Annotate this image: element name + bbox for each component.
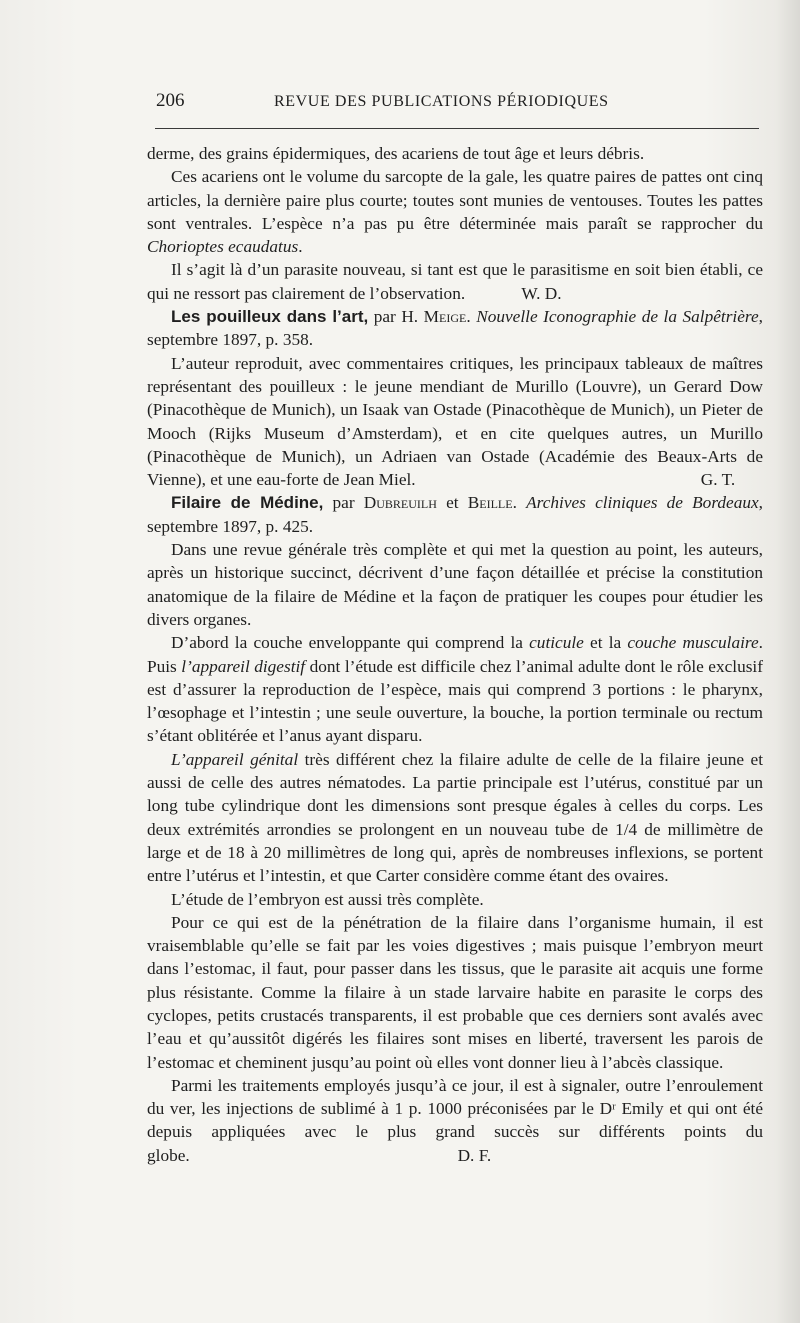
paragraph-appareil-genital bbox=[147, 748, 763, 888]
article-title: Les pouilleux dans l’art, bbox=[171, 307, 369, 327]
paragraph-revue bbox=[147, 538, 763, 631]
author-name: Dubreuilh bbox=[363, 493, 437, 513]
paragraph-continuation bbox=[147, 142, 763, 165]
journal-name: Archives cliniques de Bordeaux bbox=[526, 493, 759, 513]
paragraph-text: Il s’agit là d’un parasite nouveau, si tant est que le parasitisme en soit bien établi, ce qui ne ressort pas clairement de l’observation. bbox=[147, 260, 763, 303]
paragraph-text: L’étude de l’embryon est aussi très complète. bbox=[171, 889, 484, 909]
citation-ref: , septembre 1897, p. 425. bbox=[147, 493, 763, 536]
by-text: par bbox=[323, 493, 364, 513]
separator: . bbox=[466, 307, 477, 327]
reviewer-signature: W. D. bbox=[521, 283, 562, 303]
italic-term: couche musculaire bbox=[627, 633, 759, 653]
running-title: REVUE DES PUBLICATIONS PÉRIODIQUES bbox=[274, 93, 609, 110]
article-heading-pouilleux bbox=[147, 305, 763, 352]
paragraph-acariens bbox=[147, 165, 763, 258]
reviewer-signature: D. F. bbox=[457, 1145, 492, 1165]
species-name: Chorioptes ecaudatus bbox=[147, 237, 299, 257]
italic-term: L’appareil génital bbox=[171, 749, 299, 769]
paragraph-text: dont l’étude est difficile chez l’animal adulte dont le rôle exclusif est d’assurer la reproduction de l’espèce, mais qui comprend 3 portions : le pharynx, l’œsophage et l’intestin ; une seule ouverture, la bouche, la portion terminale ou rectum s’étant oblitérée et l’anus ayant disparu. bbox=[147, 656, 763, 746]
paragraph-text: très différent chez la filaire adulte de celle de la filaire jeune et aussi de celle des autres nématodes. La partie principale est l’utérus, constitué par un long tube cylindrique dont les dimensions sont presque égales à celles du corps. Les deux extrémités arrondies se prolongent en un nouveau tube de 1/4 de millimètre de large et de 18 à 20 millimètres de long qui, après de nombreuses inflexions, se portent entre l’utérus et l’intestin, et que Carter considère comme étant des ovaires. bbox=[147, 749, 763, 886]
paragraph-text: Ces acariens ont le volume du sarcopte de la gale, les quatre paires de pattes ont cinq articles, la dernière paire plus courte; toutes sont munies de ventouses. Toutes les pattes sont ventrales. L’espèce n’a pas pu être déterminée mais paraît se rapprocher du bbox=[147, 167, 763, 233]
paragraph-text: . bbox=[298, 237, 303, 257]
italic-term: cuticule bbox=[529, 633, 584, 653]
separator: . bbox=[512, 493, 527, 513]
article-body bbox=[147, 142, 763, 1167]
journal-name: Nouvelle Iconographie de la Salpêtrière bbox=[476, 307, 759, 327]
citation-ref: , septembre 1897, p. 358. bbox=[147, 307, 763, 350]
by-text: par H. bbox=[368, 307, 424, 327]
paragraph-text: D’abord la couche enveloppante qui comprend la bbox=[171, 633, 530, 653]
article-heading-filaire bbox=[147, 491, 763, 538]
page-number: 206 bbox=[156, 90, 185, 111]
author-name: Meige bbox=[423, 307, 467, 327]
paragraph-text: Parmi les traitements employés jusqu’à ce jour, il est à signaler, outre l’enroulement du ver, les injections de sublimé à 1 p. 1000 préconisées par le Dʳ Emily et qui ont été depuis appliquées avec le plus grand succès sur différents points du globe. bbox=[147, 1075, 763, 1165]
and-text: et bbox=[436, 493, 468, 513]
paragraph-text: L’auteur reproduit, avec commentaires critiques, les principaux tableaux de maîtres représentant des pouilleux : le jeune mendiant de Murillo (Louvre), un Gerard Dow (Pinacothèque de Munich), un Isaak van Ostade (Pinacothèque de Munich), un Pieter de Mooch (Rijks Museum d’Amsterdam), et en cite quelques autres, un Murillo (Pinacothèque de Munich), un Adriaen van Ostade (Académie des Beaux-Arts de Vienne), et une eau-forte de Jean Miel. bbox=[147, 353, 763, 490]
header-rule bbox=[155, 128, 759, 129]
paragraph-parasite bbox=[147, 258, 763, 305]
paragraph-text: et la bbox=[583, 633, 628, 653]
paragraph-text: derme, des grains épidermiques, des acariens de tout âge et leurs débris. bbox=[147, 144, 645, 163]
paragraph-pouilleux bbox=[147, 352, 763, 492]
paragraph-anatomie bbox=[147, 631, 763, 747]
paragraph-penetration bbox=[147, 911, 763, 1074]
paragraph-text: Dans une revue générale très complète et qui met la question au point, les auteurs, après un historique succinct, décrivent d’une façon détaillée et précise la constitution anatomique de la filaire de Médine et la façon de pratiquer les coupes pour étudier les divers organes. bbox=[147, 540, 763, 629]
article-title: Filaire de Médine, bbox=[171, 493, 324, 513]
paragraph-traitements bbox=[147, 1074, 763, 1167]
italic-term: l’appareil digestif bbox=[181, 656, 306, 676]
running-header bbox=[148, 90, 760, 118]
paragraph-embryon bbox=[147, 888, 763, 911]
author-name: Beille bbox=[467, 493, 513, 513]
reviewer-signature: G. T. bbox=[700, 470, 736, 490]
paragraph-text: Pour ce qui est de la pénétration de la filaire dans l’organisme humain, il est vraisemblable qu’elle se fait par les voies digestives ; mais puisque l’embryon meurt dans l’estomac, il faut, pour passer dans les tissus, que le parasite ait acquis une forme plus résistante. Comme la filaire à un stade larvaire habite en parasite le corps des cyclopes, petits crustacés transparents, il est probable que ces derniers sont avalés avec l’eau et qu’aussitôt digérés les filaires sont mises en liberté, traversent les parois de l’estomac et cheminent jusqu’au point où elles vont donner lieu à l’abcès classique. bbox=[147, 912, 763, 1072]
paragraph-text: . Puis bbox=[147, 633, 763, 676]
